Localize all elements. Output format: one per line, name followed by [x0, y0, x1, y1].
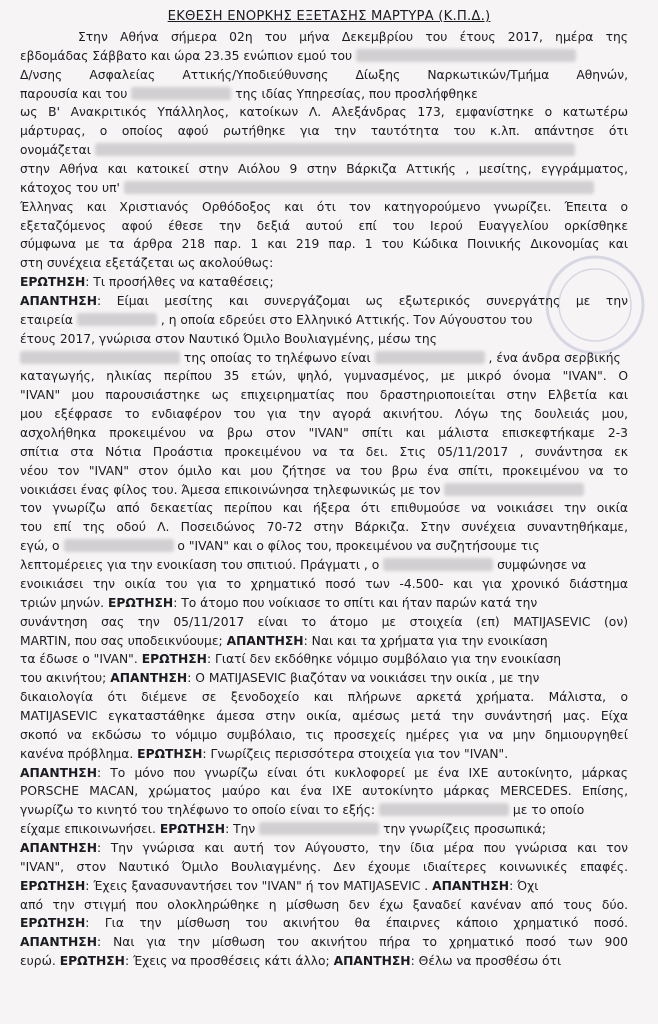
text-line: σύμφωνα με τα άρθρα 218 παρ. 1 και 219 παρ. 1 του Κώδικα Ποινικής Δικονομίας και [20, 237, 628, 252]
redaction [356, 49, 576, 62]
text-line: "IVAN" μου παρουσιάστηκε ως επιχειρηματίας που δραστηριοποιείται στην Ελβετία και [20, 388, 628, 403]
text-line: έτους 2017, γνώρισα στον Ναυτικό Όμιλο Βουλιαγμένης, μέσω της [20, 331, 437, 346]
redaction [124, 181, 594, 194]
text-line: ΑΠΑΝΤΗΣΗ: Είμαι μεσίτης και συνεργάζομαι ως εξωτερικός συνεργάτης με την [20, 294, 628, 309]
text-line: δικαιολογία ότι διέμενε σε ξενοδοχείο και πλήρωνε αρκετά χρήματα. Μάλιστα, ο [20, 690, 628, 705]
text-line: σπίτια στα Νότια Προάστια προκειμένου να τα δει. Στις 05/11/2017 , συνάντησα εκ [20, 444, 628, 459]
text-line: "IVAN", στον Ναυτικό Όμιλο Βουλιαγμένης. Δεν έχουμε ιδιαίτερες κοινωνικές επαφές. [20, 859, 628, 874]
text-line: εταιρεία , η οποία εδρεύει στο Ελληνικό Αττικής. Τον Αύγουστου του [20, 312, 533, 327]
text-line: σκοπό να εκδώσω το νόμιμο συμβόλαιο, τις προσεχείς ημέρες για να μην δημιουργηθεί [20, 727, 628, 742]
redaction [379, 803, 509, 816]
text-line: γνωρίζω το κινητό του τηλέφωνο το οποίο είναι το εξής: με το οποίο [20, 803, 585, 818]
redaction [259, 822, 379, 835]
text-line: ΕΡΩΤΗΣΗ: Έχεις ξανασυναντήσει τον "IVAN" ή τον MATIJASEVIC . ΑΠΑΝΤΗΣΗ: Όχι [20, 878, 539, 893]
redaction [131, 87, 231, 100]
redaction [383, 558, 493, 571]
text-line: της οποίας το τηλέφωνο είναι , ένα άνδρα σερβικής [20, 349, 628, 368]
text-line: ενοικιάσει την οικία του για το χρηματικό ποσό των -4.500- και για χρονικό διάστημα [20, 576, 628, 591]
text-line: από την στιγμή που ολοκληρώθηκε η μίσθωση δεν έχω ξαναδεί κανέναν από τους δύο. [20, 897, 628, 912]
text-line: νοικιάσει ένας φίλος του. Άμεσα επικοινώνησα τηλεφωνικώς με τον [20, 481, 628, 500]
text-line: του επί της οδού Λ. Ποσειδώνος 70-72 στην Βάρκιζα. Στην συνέχεια συναντηθήκαμε, [20, 520, 628, 535]
text-line: είχαμε επικοινωνήσει. ΕΡΩΤΗΣΗ: Την την γνωρίζεις προσωπικά; [20, 822, 547, 837]
text-line: μάρτυρας, ο οποίος αφού ρωτήθηκε για την ταυτότητα του κ.λπ. απάντησε ότι [20, 124, 628, 139]
text-line: ΑΠΑΝΤΗΣΗ: Ναι για την μίσθωση του ακινήτου πήρα το χρηματικό ποσό των 900 [20, 935, 628, 950]
text-line: εξεταζόμενος αφού έθεσε την δεξιά αυτού επί του Ιερού Ευαγγελίου ορκίσθηκε [20, 218, 628, 233]
redaction [375, 351, 485, 364]
text-line: συνάντηση σας την 05/11/2017 είναι το άτομο με στοιχεία (επ) MATIJASEVIC (ον) [20, 614, 628, 629]
text-line: ευρώ. ΕΡΩΤΗΣΗ: Έχεις να προσθέσεις κάτι άλλο; ΑΠΑΝΤΗΣΗ: Θέλω να προσθέσω ότι [20, 954, 562, 969]
text-line: παρουσία και του της ιδίας Υπηρεσίας, που προσλήφθηκε [20, 86, 478, 101]
text-line: στην Αθήνα και κατοικεί στην Αιόλου 9 στην Βάρκιζα Αττικής , μεσίτης, εγγράμματος, [20, 162, 628, 177]
text-line: ως Β' Ανακριτικός Υπάλληλος, κατοίκων Λ. Αλεξάνδρας 173, εμφανίστηκε ο κατωτέρω [20, 105, 628, 120]
text-line: τριών μηνών. ΕΡΩΤΗΣΗ: Το άτομο που νοίκιασε το σπίτι και ήταν παρών κατά την [20, 595, 538, 610]
text-line: νέου τον "IVAN" στον όμιλο και μου ζήτησε να του βρω ένα σπίτι, προκειμένου να το [20, 463, 628, 478]
document-title: ΕΚΘΕΣΗ ΕΝΟΡΚΗΣ ΕΞΕΤΑΣΗΣ ΜΑΡΤΥΡΑ (Κ.Π.Δ.) [167, 9, 491, 24]
redaction [20, 351, 180, 364]
text-line: ασχολήθηκα προκειμένου να βρω στον "IVAN" σπίτι και μάλιστα επισκεφτήκαμε 2-3 [20, 426, 628, 441]
text-line: λεπτομέρειες για την ενοικίαση του σπιτιού. Πράγματι , ο συμφώνησε να [20, 558, 587, 573]
text-line: Στην Αθήνα σήμερα 02η του μήνα Δεκεμβρίου του έτους 2017, ημέρα της [78, 30, 628, 44]
text-line: κάτοχος του υπ' [20, 179, 628, 198]
text-line: τα έδωσε ο "IVAN". ΕΡΩΤΗΣΗ: Γιατί δεν εκδόθηκε νόμιμο συμβόλαιο για την ενοικίαση [20, 652, 562, 667]
text-line: ΕΡΩΤΗΣΗ: Τι προσήλθες να καταθέσεις; [20, 275, 274, 290]
text-line: MARTIN, που σας υποδεικνύουμε; ΑΠΑΝΤΗΣΗ: Ναι και τα χρήματα για την ενοικίαση [20, 633, 548, 648]
text-line: εβδομάδας Σάββατο και ώρα 23.35 ενώπιον εμού του [20, 47, 628, 66]
redaction [444, 483, 584, 496]
redaction [77, 313, 157, 326]
text-line: ΕΡΩΤΗΣΗ: Για την μίσθωση του ακινήτου θα έπαιρνες κάποιο χρηματικό ποσό. [20, 916, 628, 931]
text-line: κανένα πρόβλημα. ΕΡΩΤΗΣΗ: Γνωρίζεις περισσότερα στοιχεία για τον "IVAN". [20, 746, 509, 761]
text-line: ονομάζεται [20, 141, 628, 160]
text-line: Δ/νσης Ασφαλείας Αττικής/Υποδιεύθυνσης Δίωξης Ναρκωτικών/Τμήμα Αθηνών, [20, 67, 628, 82]
redaction [64, 539, 174, 552]
text-line: MATIJASEVIC εγκαταστάθηκε άμεσα στην οικία, αμέσως μετά την συνάντησή μας. Είχα [20, 708, 628, 723]
text-line: τον γνωρίζω από δεκαετίας περίπου και ήξερα ότι επιθυμούσε να νοικιάσει την οικία [20, 501, 628, 516]
text-line: PORSCHE MACAN, χρώματος μαύρο και ένα ΙΧΕ αυτοκίνητο μάρκας MERCEDES. Επίσης, [20, 784, 628, 799]
text-line: ΑΠΑΝΤΗΣΗ: Το μόνο που γνωρίζω είναι ότι κυκλοφορεί με ένα ΙΧΕ αυτοκίνητο, μάρκας [20, 765, 628, 780]
text-line: στη συνέχεια εξετάζεται ως ακολούθως: [20, 256, 274, 271]
text-line: ΑΠΑΝΤΗΣΗ: Την γνώρισα και αυτή τον Αύγουστο, την ίδια μέρα που γνώρισα και τον [20, 840, 628, 855]
text-line: του ακινήτου; ΑΠΑΝΤΗΣΗ: Ο MATIJASEVIC βιαζόταν να νοικιάσει την οικία , με την [20, 671, 540, 686]
text-line: εγώ, ο ο "IVAN" και ο φίλος του, προκειμένου να συζητήσουμε τις [20, 539, 540, 554]
text-line: μου εξέφρασε το ενδιαφέρον του για την αγορά ακινήτου. Λόγω της δουλειάς μου, [20, 407, 628, 422]
redaction [95, 143, 575, 156]
text-line: Έλληνας και Χριστιανός Ορθόδοξος και ότι τον κατηγορούμενο γνωρίζει. Έπειτα ο [20, 199, 628, 214]
text-line: καταγωγής, ηλικίας περίπου 35 ετών, ψηλό, γυμνασμένος, με μικρό όνομα "IVAN". Ο [20, 369, 628, 384]
document-body [20, 28, 628, 971]
